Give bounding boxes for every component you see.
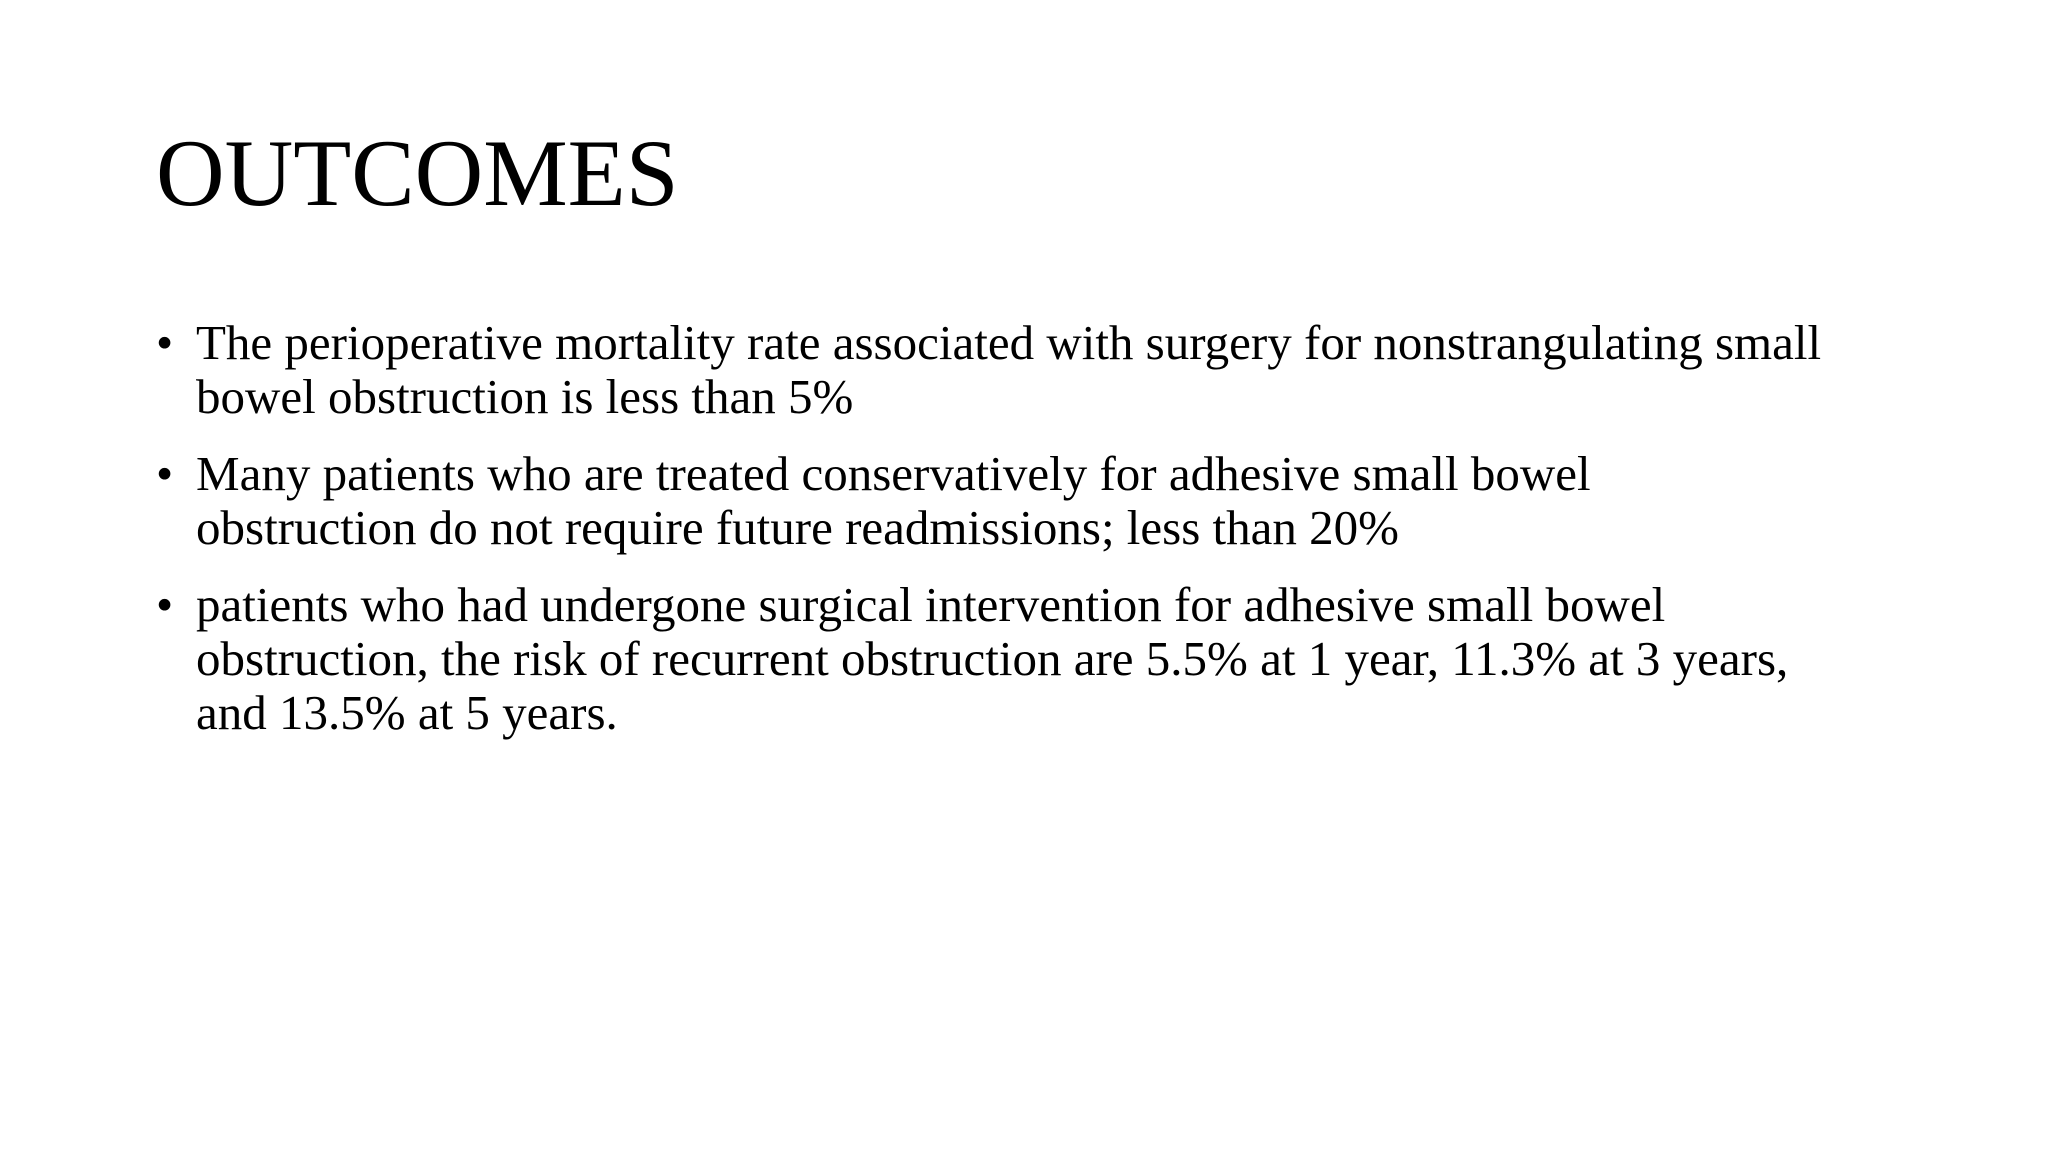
bullet-text-line: obstruction do not require future readmissions; less than 20% xyxy=(196,500,1399,555)
bullet-text-line: The perioperative mortality rate associated with surgery for nonstrangulating small xyxy=(196,315,1822,370)
slide-title: OUTCOMES xyxy=(156,120,679,226)
bullet-item-mortality xyxy=(156,316,1946,424)
bullet-icon: • xyxy=(156,577,174,632)
bullet-text-line: bowel obstruction is less than 5% xyxy=(196,369,854,424)
bullet-text-line: and 13.5% at 5 years. xyxy=(196,685,618,740)
bullet-list xyxy=(156,316,1946,763)
bullet-text-line: obstruction, the risk of recurrent obstruction are 5.5% at 1 year, 11.3% at 3 years, xyxy=(196,631,1789,686)
bullet-text-line: patients who had undergone surgical intervention for adhesive small bowel xyxy=(196,577,1666,632)
bullet-icon: • xyxy=(156,446,174,501)
bullet-item-recurrence xyxy=(156,578,1946,740)
bullet-item-conservative xyxy=(156,447,1946,555)
bullet-icon: • xyxy=(156,315,174,370)
bullet-text-line: Many patients who are treated conservatively for adhesive small bowel xyxy=(196,446,1591,501)
